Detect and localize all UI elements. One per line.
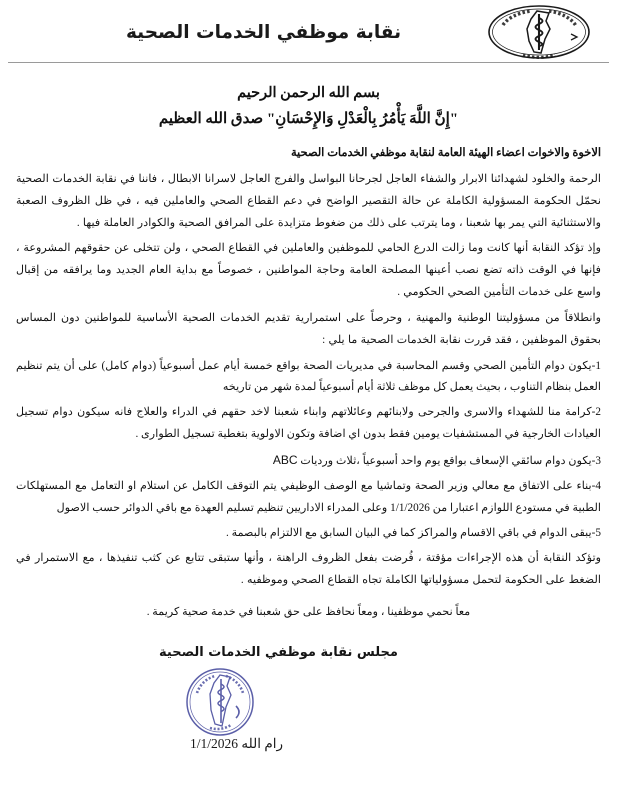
document-date: 1/1/2026	[190, 736, 239, 752]
letterhead	[0, 0, 617, 62]
union-round-stamp-icon	[184, 666, 256, 738]
decision-text-5: يبقى الدوام في باقي الاقسام والمراكز كما في البيان السابق مع الالتزام بالبصمة .	[226, 526, 592, 539]
body-paragraph-3: وانطلاقاً من مسؤوليتنا الوطنية والمهنية ، وحرصاً على استمرارية تقديم الخدمات الصحية الأساسية للمواطنين دون المساس بحقوق الموظفين ، فقد قررت نقابة الخدمات الصحية ما يلي :	[16, 311, 601, 346]
decision-item-4: 4-بناء على الاتفاق مع معالي وزير الصحة وتماشيا مع الوصف الوظيفي يتم التوقف الكامل عن استلام او التعامل مع المستهلكات الطبية في مستودع اللوازم اعتبارا من 1/1/2026 وعلى المدراء الاداريين تنظيم تسليم العهدة مع باقي الدوائر حسب الاصول	[16, 479, 601, 514]
quran-verse: "إِنَّ اللَّهَ يَأْمُرُ بِالْعَدْلِ وَالإِحْسَانِ" صدق الله العظيم	[158, 110, 459, 127]
document-body	[0, 63, 617, 785]
basmala: بسم الله الرحمن الرحيم	[237, 85, 380, 101]
decision-text-1: يكون دوام التأمين الصحي وقسم المحاسبة في مديريات الصحة بواقع خمسة أيام عمل أسبوعياً (دوام كامل) على أن يتم تنظيم العمل بنظام التناوب ، بحيث يعمل كل موظف ثلاثة أيام أسبوعياً لمدة شهر من تاريخه	[16, 359, 601, 394]
place-label: رام الله	[241, 736, 283, 752]
decision-number-2: 2	[595, 406, 601, 419]
union-emblem-logo	[479, 3, 599, 61]
decision-text-3: يكون دوام سائقي الإسعاف بواقع يوم واحد أسبوعياً ،ثلاث ورديات	[297, 454, 592, 467]
slogan: معاً نحمي موظفينا ، ومعاً نحافظ على حق شعبنا في خدمة صحية كريمة .	[146, 606, 471, 619]
organization-title: نقابة موظفي الخدمات الصحية	[125, 21, 402, 43]
decision-number-4: 4	[595, 479, 601, 492]
place-and-date	[190, 736, 283, 752]
decision-text-4: بناء على الاتفاق مع معالي وزير الصحة وتماشيا مع الوصف الوظيفي يتم التوقف الكامل عن استلام او التعامل مع المستهلكات الطبية في مستودع اللوازم اعتبارا من 1/1/2026 وعلى المدراء الاداريين تنظيم تسليم العهدة مع باقي الدوائر حسب الاصول	[16, 479, 601, 514]
council-name: مجلس نقابة موظفي الخدمات الصحية	[159, 645, 398, 661]
signature-block	[16, 645, 601, 785]
body-paragraph-2: وإذ تؤكد النقابة أنها كانت وما زالت الدرع الحامي للموظفين والعاملين في القطاع الصحي ، ولن تتخلى عن حقوقهم المشروعة ، فإنها في الوقت ذاته تضع نصب أعينها المصلحة العامة وحاجة المواطنين ، خصوصاً مع بداية العام الجديد وما يرافقه من إقبال واسع على خدمات التأمين الصحي الحكومي .	[16, 242, 601, 299]
decisions-list	[16, 356, 601, 545]
body-paragraph-1: الرحمة والخلود لشهدائنا الابرار والشفاء العاجل لجرحانا البواسل والفرج العاجل لاسرانا الابطال ، فاننا في نقابة الخدمات الصحية نحمّل الحكومة المسؤولية الكاملة عن حالة التقصير الواضح في دعم القطاع الصحي والعاملين فيه ، في ظل الظروف الصعبة والاستثنائية التي يمر بها شعبنا ، وما يترتب على ذلك من ضغوط متزايدة على المرافق الصحية والكوادر العاملة فيها .	[16, 172, 601, 229]
decision-item-3: 3-يكون دوام سائقي الإسعاف بواقع يوم واحد أسبوعياً ،ثلاث ورديات ABC	[272, 452, 601, 467]
closing-paragraph-1: وتؤكد النقابة أن هذه الإجراءات مؤقتة ، فُرضت بفعل الظروف الراهنة ، وأنها ستبقى تتابع عن كثب تنفيذها ، مع الاستمرار في الضغط على الحكومة لتحمل مسؤولياتها الكاملة تجاه القطاع الصحي وموظفيه .	[16, 552, 601, 587]
decision-number-3: 3	[595, 454, 601, 467]
salutation: الاخوة والاخوات اعضاء الهيئة العامة لنقابة موظفي الخدمات الصحية	[290, 146, 601, 159]
decision-text-2: كرامة منا للشهداء والاسرى والجرحى ولابنائهم وعائلاتهم وابناء شعبنا لاخد حقهم في الدراء والعلاج فانه سيكون دوام تسجيل العيادات الخارجية في المستشفيات يومين فقط بدون اي اضافة وتكون الاولوية بتغطية تسجيل الطوارى .	[16, 406, 601, 441]
decision-item-2: 2-كرامة منا للشهداء والاسرى والجرحى ولابنائهم وعائلاتهم وابناء شعبنا لاخد حقهم في الدراء والعلاج فانه سيكون دوام تسجيل العيادات الخارجية في المستشفيات يومين فقط بدون اي اضافة وتكون الاولوية بتغطية تسجيل الطوارى .	[16, 406, 601, 441]
decision-item-1: 1-يكون دوام التأمين الصحي وقسم المحاسبة في مديريات الصحة بواقع خمسة أيام عمل أسبوعياً (دوام كامل) على أن يتم تنظيم العمل بنظام التناوب ، بحيث يعمل كل موظف ثلاثة أيام أسبوعياً لمدة شهر من تاريخه	[16, 359, 601, 394]
stamp-area	[16, 660, 601, 756]
decision-3-shift-codes: ABC	[272, 452, 298, 467]
decision-number-5: 5	[595, 526, 601, 539]
decision-number-1: 1	[595, 359, 601, 372]
decision-item-5: 5-يبقى الدوام في باقي الاقسام والمراكز كما في البيان السابق مع الالتزام بالبصمة .	[226, 526, 601, 539]
